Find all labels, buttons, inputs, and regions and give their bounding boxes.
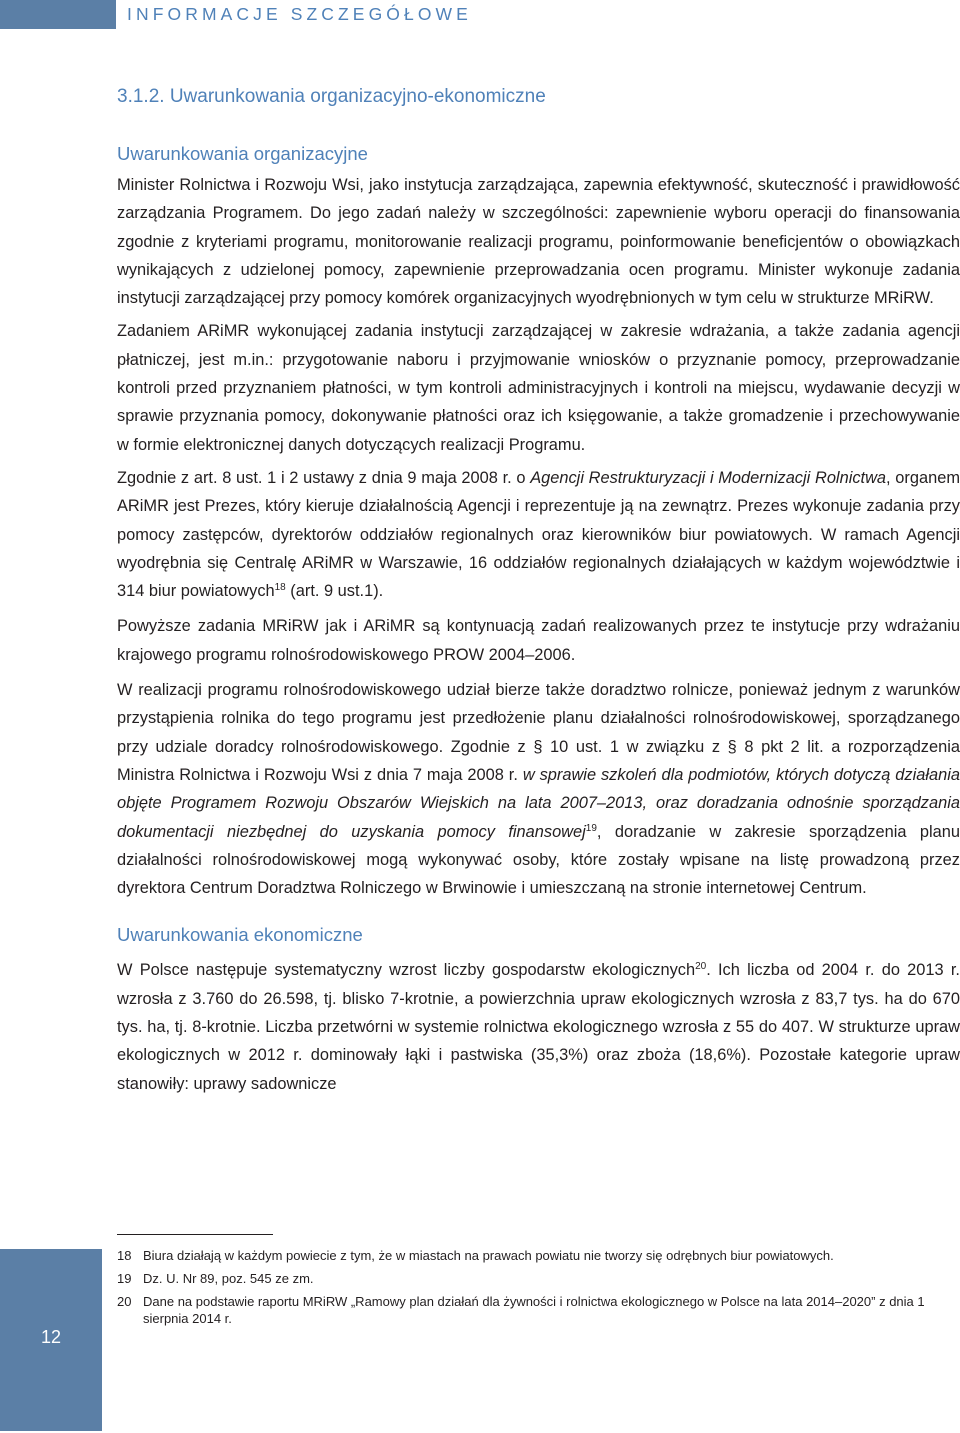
footnote <box>117 1270 960 1287</box>
italic-text: Agencji Restrukturyzacji i Modernizacji Rolnictwa <box>530 468 887 487</box>
text-run: W Polsce następuje systematyczny wzrost liczby gospodarstw ekologicznych <box>117 961 696 980</box>
paragraph: Powyższe zadania MRiRW jak i ARiMR są kontynuacją zadań realizowanych przez te instytucje przy wdrażaniu krajowego programu rolnośrodowiskowego PROW 2004–2006. <box>117 617 960 664</box>
footnote <box>117 1247 960 1264</box>
running-header: INFORMACJE SZCZEGÓŁOWE <box>127 4 472 24</box>
footnote-ref[interactable]: 19 <box>585 822 597 834</box>
text-run: , organem ARiMR jest Prezes, który kieruje działalnością Agencji i reprezentuje ją na zewnątrz. Prezes wykonuje zadania przy pomocy zastępców, dyrektorów oddziałów regionalnych oraz kierowników biur powiatowych. W ramach Agencji wyodrębnia się Centralę ARiMR w Warszawie, 16 oddziałów regionalnych działających w każdym województwie i 314 biur powiatowych <box>117 468 960 601</box>
footnote-text: Dz. U. Nr 89, poz. 545 ze zm. <box>143 1271 314 1286</box>
footnote-number: 18 <box>117 1248 132 1263</box>
paragraph <box>117 956 960 1097</box>
paragraph: Minister Rolnictwa i Rozwoju Wsi, jako instytucja zarządzająca, zapewnia efektywność, skuteczność i prawidłowość zarządzania Programem. Do jego zadań należy w szczególności: zapewnienie wyboru operacji do finansowania zgodnie z kryteriami programu, monitorowanie realizacji programu, poinformowanie beneficjentów o obowiązkach wynikających z udzielonej pomocy, zapewnienie przeprowadzania ocen programu. Minister wykonuje zadania instytucji zarządzającej przy pomocy komórek organizacyjnych wyodrębnionych w tym celu w strukturze MRiRW. <box>117 176 960 308</box>
footnote-ref[interactable]: 20 <box>695 961 707 973</box>
subheading-organizational: Uwarunkowania organizacyjne <box>117 143 368 164</box>
footnote-text: Dane na podstawie raportu MRiRW „Ramowy plan działań dla żywności i rolnictwa ekologicznego w Polsce na lata 2014–2020” z dnia 1 sierpnia 2014 r. <box>143 1294 925 1326</box>
section-title: 3.1.2. Uwarunkowania organizacyjno-ekonomiczne <box>117 86 546 107</box>
paragraph <box>117 676 960 902</box>
text-run: Zgodnie z art. 8 ust. 1 i 2 ustawy z dnia 9 maja 2008 r. o <box>117 468 531 487</box>
text-run: (art. 9 ust.1). <box>285 582 384 601</box>
footnote-divider <box>117 1234 273 1235</box>
footnote-number: 20 <box>117 1294 132 1309</box>
footnote <box>117 1293 960 1327</box>
text-run: . Ich liczba od 2004 r. do 2013 r. wzrosła z 3.760 do 26.598, tj. blisko 7-krotnie, a powierzchnia upraw ekologicznych wzrosła z 83,7 tys. ha do 670 tys. ha, tj. 8-krotnie. Liczba przetwórni w systemie rolnictwa ekologicznego wzrosła z 55 do 407. W strukturze upraw ekologicznych w 2012 r. dominowały łąki i pastwiska (35,3%) oraz zboża (18,6%). Pozostałe kategorie upraw stanowiły: uprawy sadownicze <box>117 961 960 1093</box>
text-run: , doradzanie w zakresie sporządzenia planu działalności rolnośrodowiskowej mogą wykonywać osoby, które zostały wpisane na listę prowadzoną przez dyrektora Centrum Doradztwa Rolniczego w Brwinowie i umieszczaną na stronie internetowej Centrum. <box>117 822 960 898</box>
footnote-number: 19 <box>117 1271 132 1286</box>
page-number: 12 <box>40 1327 62 1347</box>
header-bar <box>0 0 116 29</box>
footnote-text: Biura działają w każdym powiecie z tym, że w miastach na prawach powiatu nie tworzy się odrębnych biur powiatowych. <box>143 1248 834 1263</box>
main-content <box>117 86 960 1098</box>
footnote-ref[interactable]: 18 <box>274 582 286 594</box>
text-run: W realizacji programu rolnośrodowiskowego udział bierze także doradztwo rolnicze, ponieważ jednym z warunków przystąpienia rolnika do tego programu jest przedłożenie planu działalności rolnośrodowiskowej, sporządzanego przy udziale doradcy rolnośrodowiskowego. Zgodnie z § 10 ust. 1 w związku z § 8 pkt 2 lit. a rozporządzenia Ministra Rolnictwa i Rozwoju Wsi z dnia 7 maja 2008 r. <box>117 681 960 784</box>
paragraph: Zadaniem ARiMR wykonującej zadania instytucji zarządzającej w zakresie wdrażania, a także zadania agencji płatniczej, jest m.in.: przygotowanie naboru i przyjmowanie wniosków o przyznanie pomocy, przeprowadzanie kontroli przed przyznaniem płatności, w tym kontroli administracyjnych i kontroli na miejscu, wydawanie decyzji w sprawie przyznania pomocy, dokonywanie płatności oraz ich księgowanie, a także gromadzenie i przechowywanie w formie elektronicznej danych dotyczących realizacji Programu. <box>117 322 960 454</box>
page-number-box <box>0 1249 102 1431</box>
footnotes <box>117 1247 960 1333</box>
italic-text: w sprawie szkoleń dla podmiotów, których dotyczą działania objęte Programem Rozwoju Obszarów Wiejskich na lata 2007–2013, oraz doradzania odnośnie sporządzania dokumentacji niezbędnej do uzyskania pomocy finansowej <box>117 765 960 841</box>
subheading-economic: Uwarunkowania ekonomiczne <box>117 924 363 946</box>
paragraph <box>117 464 960 605</box>
